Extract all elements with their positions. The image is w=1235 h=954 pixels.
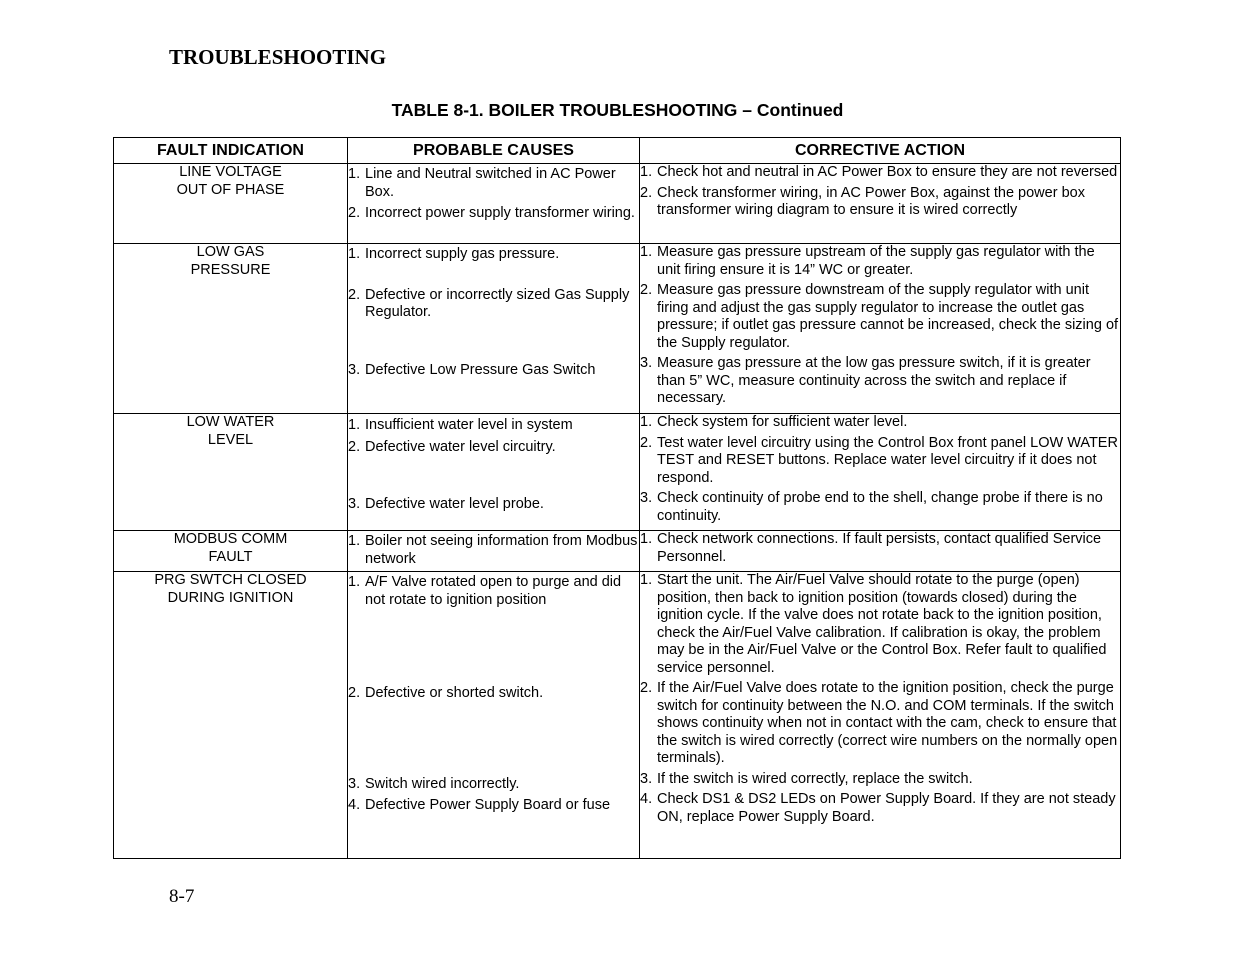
cause-number: 2. — [348, 685, 361, 701]
action-text: Check system for sufficient water level. — [657, 414, 908, 430]
cause-number: 2. — [348, 286, 361, 303]
corrective-action-cell — [640, 572, 1121, 859]
action-item — [640, 164, 1120, 182]
cause-text: Incorrect power supply transformer wiring. — [365, 205, 635, 221]
action-item — [640, 435, 1120, 488]
action-number: 1. — [640, 414, 653, 430]
table-row — [114, 572, 1121, 859]
fault-indication-cell — [114, 164, 348, 244]
cause-number: 1. — [348, 166, 361, 182]
action-item — [640, 355, 1120, 408]
cause-text: Line and Neutral switched in AC Power Box. — [365, 166, 616, 200]
action-item — [640, 791, 1120, 826]
action-item — [640, 244, 1120, 279]
action-number: 1. — [640, 244, 653, 260]
probable-causes-cell — [348, 244, 640, 414]
cause-item — [348, 439, 639, 457]
cause-text: Defective water level circuitry. — [365, 438, 556, 455]
column-header-fault: FAULT INDICATION — [114, 138, 348, 164]
action-text: If the Air/Fuel Valve does rotate to the ignition position, check the purge switch for continuity between the N.O. and COM terminals. If the switch shows continuity when not in contact with the cam, check to ensure that the switch is wired correctly (correct wire numbers on the normally open terminals). — [657, 680, 1118, 766]
fault-line: LINE VOLTAGE — [179, 164, 282, 180]
probable-causes-cell — [348, 164, 640, 244]
cause-text: Defective Low Pressure Gas Switch — [365, 361, 596, 378]
cause-number: 4. — [348, 797, 361, 813]
action-number: 4. — [640, 791, 653, 807]
action-item — [640, 414, 1120, 432]
cause-item — [348, 496, 639, 514]
cause-number: 1. — [348, 533, 361, 549]
action-number: 2. — [640, 184, 653, 201]
cause-text: Defective water level probe. — [365, 496, 544, 512]
cause-item — [348, 417, 639, 435]
corrective-action-cell — [640, 414, 1121, 531]
action-number: 2. — [640, 434, 653, 451]
action-item — [640, 531, 1120, 566]
action-text: Check DS1 & DS2 LEDs on Power Supply Board. If they are not steady ON, replace Power Supply Board. — [657, 791, 1116, 825]
fault-indication-cell — [114, 244, 348, 414]
fault-line: MODBUS COMM — [173, 531, 288, 547]
fault-line: LOW WATER — [186, 414, 275, 430]
action-number: 2. — [640, 282, 653, 298]
table-row — [114, 244, 1121, 414]
cause-number: 2. — [348, 438, 361, 455]
action-number: 1. — [640, 164, 653, 180]
cause-number: 3. — [348, 496, 361, 512]
cause-text: Incorrect supply gas pressure. — [365, 246, 560, 262]
action-item — [640, 572, 1120, 677]
table-caption: TABLE 8-1. BOILER TROUBLESHOOTING – Continued — [391, 100, 844, 120]
action-item — [640, 490, 1120, 525]
cause-number: 1. — [348, 417, 361, 433]
cause-item — [348, 362, 639, 380]
fault-indication-cell — [114, 572, 348, 859]
cause-item — [348, 166, 639, 201]
fault-line: OUT OF PHASE — [176, 181, 285, 198]
action-item — [640, 771, 1120, 789]
column-header-causes: PROBABLE CAUSES — [348, 138, 640, 164]
action-text: Check continuity of probe end to the shell, change probe if there is no continuity. — [657, 490, 1103, 524]
action-text: Measure gas pressure at the low gas pressure switch, if it is greater than 5” WC, measure continuity across the switch and replace if necessary. — [657, 355, 1091, 406]
cause-number: 3. — [348, 775, 361, 792]
action-text: Start the unit. The Air/Fuel Valve should rotate to the purge (open) position, then back to ignition position (towards closed) during the ignition cycle. If the valve does not rotate back to the ignition position, check the Air/Fuel Valve calibration. If calibration is okay, the problem may be in the Air/Fuel Valve or the Control Box. Refer fault to qualified service personnel. — [657, 572, 1107, 676]
action-number: 1. — [640, 572, 653, 588]
cause-text: Insufficient water level in system — [365, 417, 573, 433]
fault-line: LOW GAS — [196, 244, 265, 260]
action-text: Measure gas pressure downstream of the supply regulator with unit firing and adjust the gas supply regulator to increase the outlet gas pressure; if outlet gas pressure cannot be increased, check the sizing of the Supply regulator. — [657, 282, 1119, 351]
corrective-action-cell — [640, 244, 1121, 414]
table-header-row — [114, 138, 1121, 164]
action-item — [640, 282, 1120, 352]
action-text: Check transformer wiring, in AC Power Box, against the power box transformer wiring diagram to ensure it is wired correctly — [657, 184, 1085, 218]
cause-item — [348, 574, 639, 609]
action-text: Test water level circuitry using the Control Box front panel LOW WATER TEST and RESET buttons. Replace water level circuitry if it does not respond. — [657, 434, 1118, 486]
cause-item — [348, 246, 639, 264]
action-number: 3. — [640, 770, 653, 787]
fault-line: PRESSURE — [190, 261, 271, 278]
action-number: 3. — [640, 355, 653, 371]
action-number: 3. — [640, 490, 653, 506]
table-row — [114, 531, 1121, 572]
troubleshooting-table — [113, 137, 1121, 859]
cause-text: Boiler not seeing information from Modbus network — [365, 533, 638, 567]
action-item — [640, 680, 1120, 768]
action-text: Check network connections. If fault persists, contact qualified Service Personnel. — [657, 531, 1102, 565]
fault-line: LEVEL — [207, 431, 254, 448]
action-text: Check hot and neutral in AC Power Box to ensure they are not reversed — [657, 164, 1118, 180]
cause-text: Defective or shorted switch. — [365, 685, 544, 701]
probable-causes-cell — [348, 531, 640, 572]
cause-item — [348, 797, 639, 815]
cause-item — [348, 287, 639, 322]
action-number: 2. — [640, 680, 653, 696]
cause-text: Defective or incorrectly sized Gas Supply Regulator. — [365, 286, 630, 320]
action-number: 1. — [640, 531, 653, 547]
corrective-action-cell — [640, 531, 1121, 572]
cause-item — [348, 533, 639, 568]
probable-causes-cell — [348, 414, 640, 531]
fault-line: DURING IGNITION — [167, 589, 294, 606]
table-row — [114, 164, 1121, 244]
cause-item — [348, 776, 639, 794]
cause-number: 3. — [348, 361, 361, 378]
fault-line: PRG SWTCH CLOSED — [154, 572, 307, 588]
action-item — [640, 185, 1120, 220]
cause-text: A/F Valve rotated open to purge and did not rotate to ignition position — [365, 574, 622, 608]
cause-item — [348, 205, 639, 223]
table-row — [114, 414, 1121, 531]
section-title: TROUBLESHOOTING — [169, 45, 387, 69]
corrective-action-cell — [640, 164, 1121, 244]
action-text: Measure gas pressure upstream of the supply gas regulator with the unit firing ensure it is 14” WC or greater. — [657, 244, 1095, 278]
fault-indication-cell — [114, 531, 348, 572]
fault-line: FAULT — [208, 548, 253, 565]
page-number: 8-7 — [169, 886, 195, 907]
probable-causes-cell — [348, 572, 640, 859]
cause-number: 1. — [348, 246, 361, 262]
action-text: If the switch is wired correctly, replace the switch. — [657, 770, 973, 787]
column-header-action: CORRECTIVE ACTION — [640, 138, 1121, 164]
fault-indication-cell — [114, 414, 348, 531]
cause-text: Defective Power Supply Board or fuse — [365, 797, 611, 813]
cause-number: 2. — [348, 205, 361, 221]
cause-number: 1. — [348, 574, 361, 590]
cause-text: Switch wired incorrectly. — [365, 775, 520, 792]
cause-item — [348, 685, 639, 703]
